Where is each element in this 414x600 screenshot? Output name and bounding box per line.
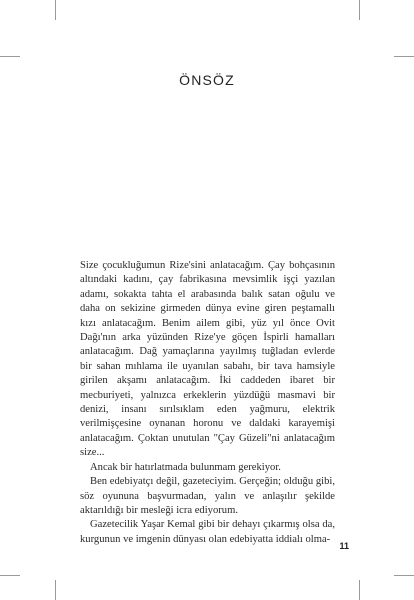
- crop-mark-bottom-left: [55, 580, 56, 600]
- body-text: [80, 259, 335, 547]
- paragraph-4: Gazetecilik Yaşar Kemal gibi bir dehayı çıkarmış olsa da, kurgunun ve imgenin dünyası olan edebiyatta iddialı olma-: [80, 519, 335, 545]
- crop-mark-bottom-right-h: [394, 575, 414, 576]
- paragraph-3: Ben edebiyatçı değil, gazeteciyim. Gerçeğin; olduğu gibi, söz oyununa başvurmadan, yalın ve anlaşılır şekilde aktarıldığı bir mesleği icra ediyorum.: [80, 476, 335, 516]
- paragraph-2: Ancak bir hatırlatmada bulunmam gerekiyor.: [90, 461, 281, 473]
- crop-mark-bottom-right: [359, 580, 360, 600]
- crop-mark-bottom-left-h: [0, 575, 20, 576]
- crop-mark-top-left-h: [0, 56, 20, 57]
- paragraph-1: Size çocukluğumun Rize'sini anlatacağım. Çay bohçasının altındaki kadını, çay fabrikasına mevsimlik işçi yazılan adamı, sokakta tahta el arabasında balık satan oğulu ve daha on sekizine girmeden dünya evine giren peştamallı kızı anlatacağım. Benim ailem gibi, yüz yıl önce Ovit Dağı'nın arka yüzünden Rize'ye göçen İspirli hamalları anlatacağım. Dağ yamaçlarına yayılmış tuğladan evlerde bir sahan mıhlama ile uyanılan sabahı, bir tava hamsiyle girilen akşamı anlatacağım. İki caddeden ibaret bir mecburiyeti, yalnızca erkeklerin yüzdüğü masmavi bir denizi, insanı sırılsıklam eden yağmuru, elektrik verilmişçesine oynanan horonu ve daldaki karayemişi anlatacağım. Çoktan unutulan "Çay Güzeli"ni anlatacağım size...: [80, 260, 335, 459]
- crop-mark-top-right: [359, 0, 360, 20]
- crop-mark-top-left: [55, 0, 56, 20]
- page-number: 11: [339, 541, 349, 551]
- crop-mark-top-right-h: [394, 56, 414, 57]
- chapter-title: ÖNSÖZ: [179, 72, 235, 88]
